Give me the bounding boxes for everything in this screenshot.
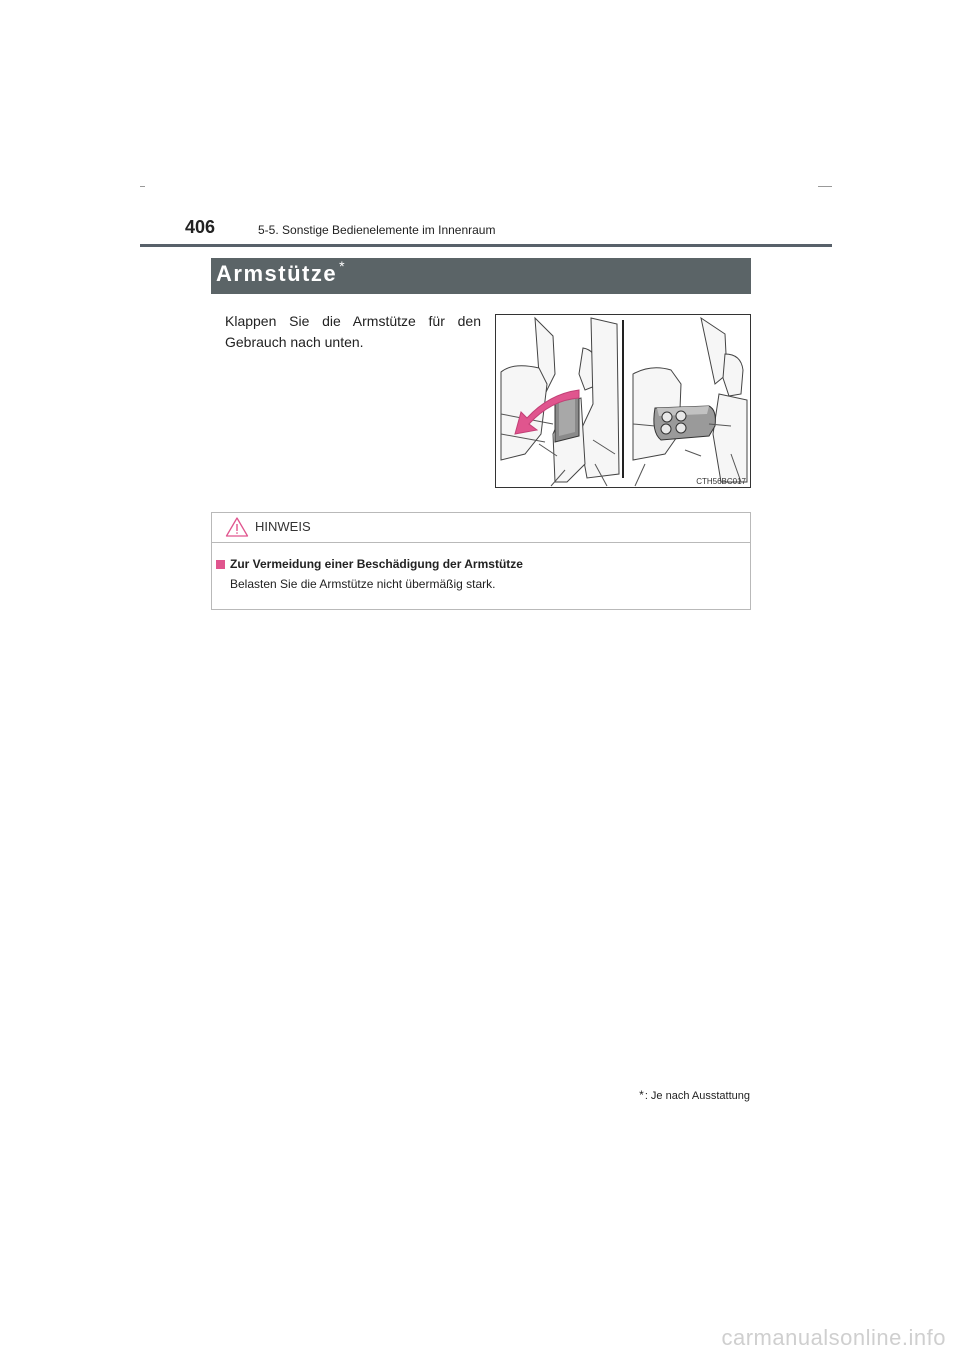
armrest-illustration-drawing xyxy=(495,314,751,488)
section-title-bar xyxy=(211,258,751,294)
header-rule xyxy=(140,244,832,247)
watermark: carmanualsonline.info xyxy=(721,1325,946,1350)
footnote-text: : Je nach Ausstattung xyxy=(644,1090,750,1102)
notice-body: Belasten Sie die Armstütze nicht übermäßig stark. xyxy=(230,577,496,591)
page-number: 406 xyxy=(185,217,216,237)
footnote xyxy=(639,1088,750,1102)
armrest-illustration xyxy=(495,314,751,488)
illustration-code: CTH56BC017 xyxy=(696,477,746,486)
bullet-square-icon xyxy=(216,560,225,569)
notice-box xyxy=(211,512,751,610)
instruction-text: Klappen Sie die Armstütze für den Gebrauch nach unten. xyxy=(225,313,481,350)
notice-header xyxy=(212,513,750,543)
section-title xyxy=(216,258,347,287)
crop-mark-left xyxy=(140,186,145,187)
footnote-asterisk: * xyxy=(639,1088,644,1102)
chapter-title: 5-5. Sonstige Bedienelemente im Innenraum xyxy=(258,223,496,237)
crop-mark-right xyxy=(818,186,832,187)
warning-triangle-icon xyxy=(225,516,249,538)
optional-equipment-asterisk: * xyxy=(339,258,347,274)
notice-heading: Zur Vermeidung einer Beschädigung der Armstütze xyxy=(230,557,523,571)
notice-title: HINWEIS xyxy=(255,519,311,534)
section-title-text: Armstütze xyxy=(216,261,338,286)
